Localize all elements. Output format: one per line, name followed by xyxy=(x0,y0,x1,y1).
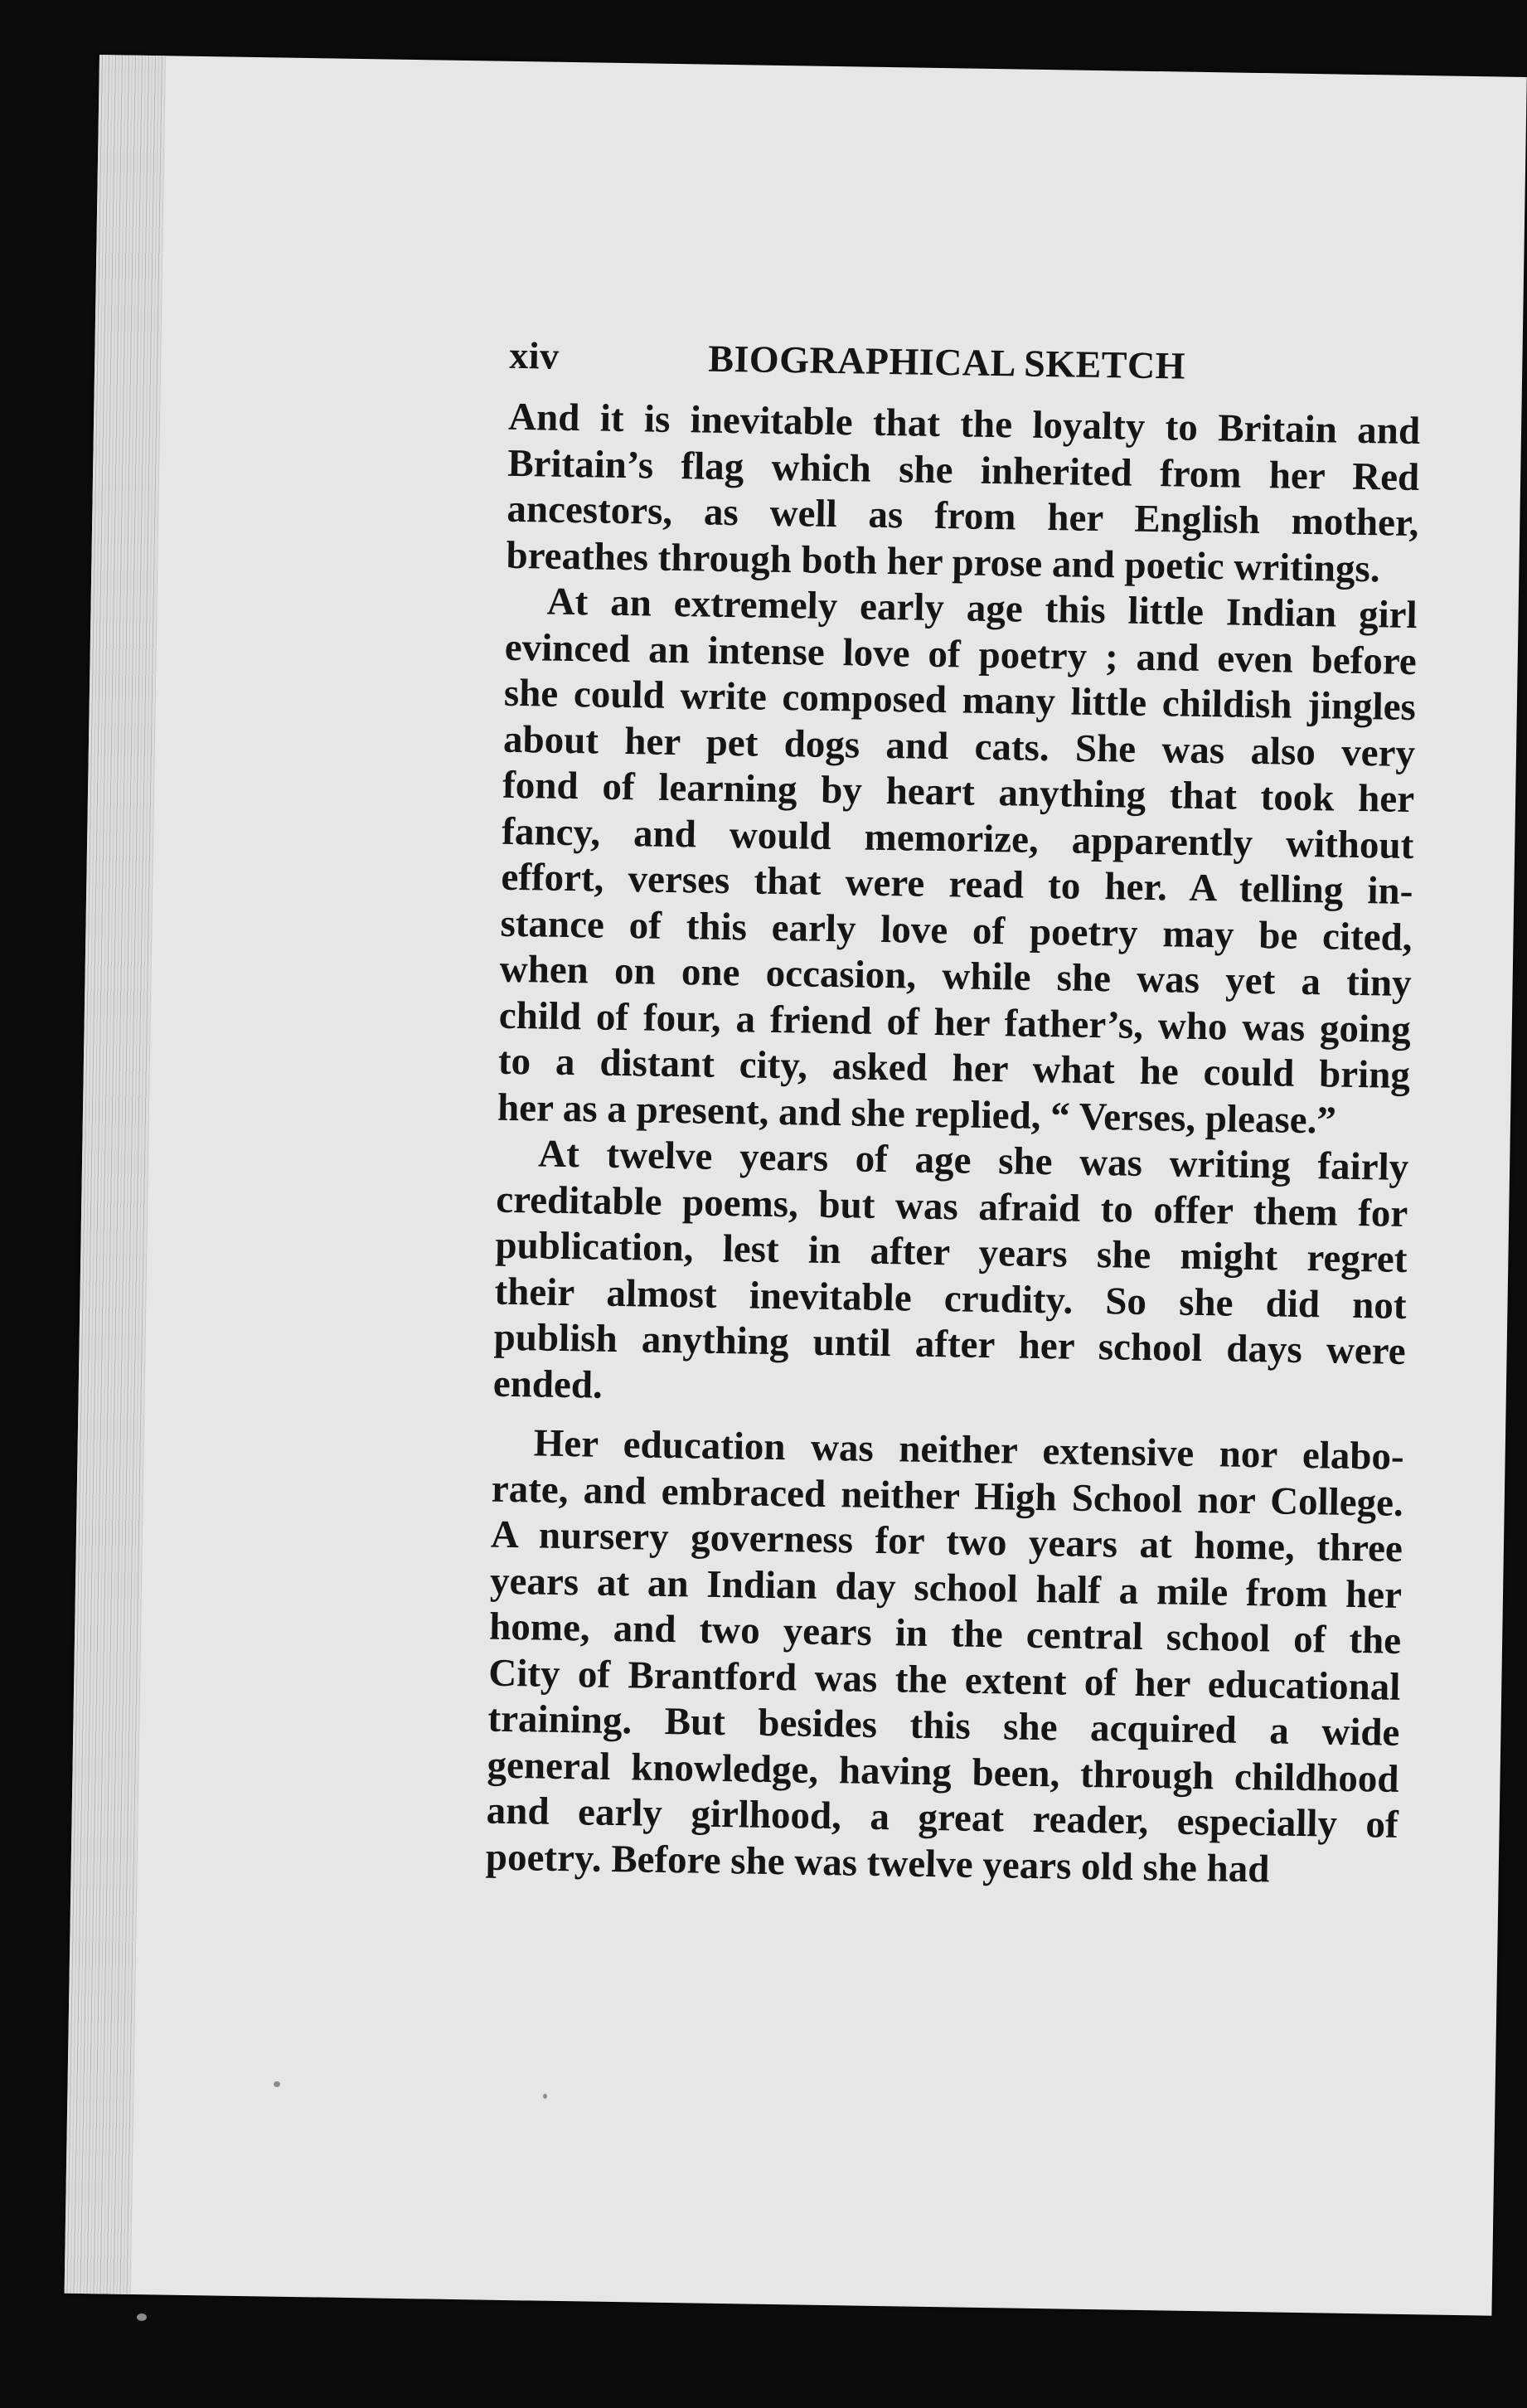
text-line: stance of this early love of poetry may be cited, xyxy=(500,901,1413,959)
text-line: City of Brantford was the extent of her educational xyxy=(488,1651,1401,1709)
dust-speck xyxy=(274,2081,280,2087)
text-line: Britain’s flag which she inherited from her Red xyxy=(507,441,1420,499)
text-line: fancy, and would memorize, apparently without xyxy=(501,809,1414,867)
text-line: evinced an intense love of poetry ; and even before xyxy=(504,625,1418,683)
text-line: creditable poems, but was afraid to offer them for xyxy=(495,1177,1408,1236)
paragraph xyxy=(492,1131,1408,1421)
text-line: ancestors, as well as from her English mother, xyxy=(507,487,1419,546)
paragraph xyxy=(497,579,1418,1145)
text-line: about her pet dogs and cats. She was also very xyxy=(502,717,1416,775)
running-title: BIOGRAPHICAL SKETCH xyxy=(707,337,1186,387)
text-line: publish anything until after her school days were xyxy=(493,1315,1407,1373)
text-line: And it is inevitable that the loyalty to Britain and xyxy=(507,395,1421,454)
text-line: At twelve years of age she was writing fairly xyxy=(537,1132,1409,1189)
page-number: xiv xyxy=(508,333,560,377)
text-line: years at an Indian day school half a mile from her xyxy=(489,1559,1403,1617)
text-line: ended. xyxy=(492,1362,604,1407)
text-line: poetry. Before she was twelve years old she had xyxy=(485,1835,1270,1891)
dust-speck xyxy=(543,2094,547,2099)
text-line: when on one occasion, while she was yet a tiny xyxy=(499,947,1413,1005)
text-line: she could write composed many little childish jingles xyxy=(503,671,1417,730)
paragraph xyxy=(485,1420,1404,1895)
text-line: A nursery governess for two years at home, three xyxy=(490,1512,1403,1571)
text-line: and early girlhood, a great reader, especially of xyxy=(486,1789,1399,1847)
text-line: fond of learning by heart anything that took her xyxy=(502,763,1415,822)
text-line: publication, lest in after years she might regret xyxy=(495,1223,1408,1281)
text-line: their almost inevitable crudity. So she did not xyxy=(494,1270,1407,1328)
page-content xyxy=(485,327,1421,1895)
text-line: general knowledge, having been, through childhood xyxy=(487,1743,1399,1801)
paragraph xyxy=(506,395,1420,593)
book-page xyxy=(65,55,1527,2316)
text-line: home, and two years in the central school of the xyxy=(488,1605,1402,1663)
text-line: rate, and embraced neither High School nor College. xyxy=(491,1467,1404,1525)
running-head xyxy=(509,327,1422,399)
body-text xyxy=(485,395,1420,1895)
text-line: breathes through both her prose and poetic writings. xyxy=(506,533,1381,590)
text-line: effort, verses that were read to her. A telling in- xyxy=(501,855,1413,914)
dust-speck xyxy=(137,2313,147,2321)
text-line: Her education was neither extensive nor elabo- xyxy=(533,1421,1405,1478)
text-line: to a distant city, asked her what he could bring xyxy=(497,1039,1411,1097)
text-line: child of four, a friend of her father’s, who was going xyxy=(498,993,1412,1051)
text-line: At an extremely early age this little Indian girl xyxy=(546,580,1418,638)
text-line: her as a present, and she replied, “ Verses, please.” xyxy=(497,1085,1337,1143)
text-line: training. But besides this she acquired a wide xyxy=(487,1697,1400,1755)
